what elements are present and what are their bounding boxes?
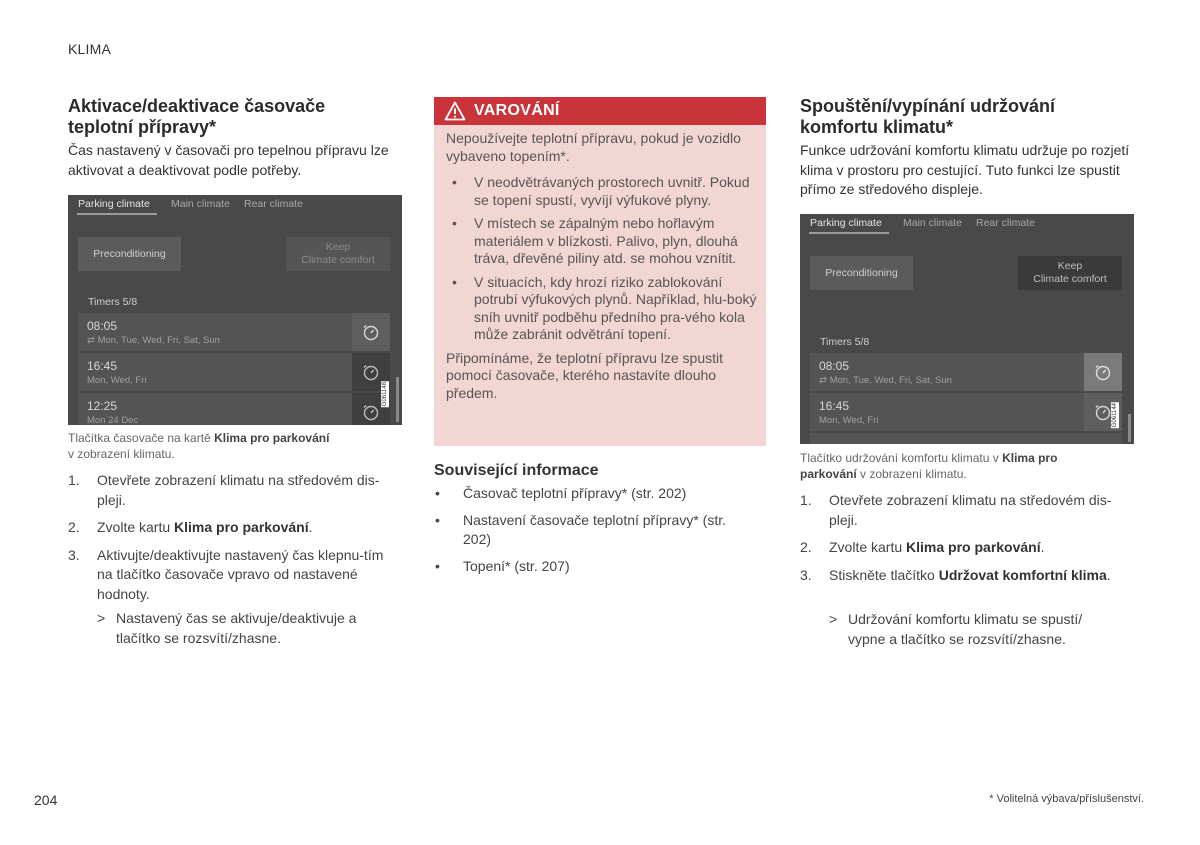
- warning-item: [446, 215, 758, 268]
- warning-title: VAROVÁNÍ: [474, 102, 560, 119]
- keep-label-line2: Climate comfort: [1033, 273, 1107, 285]
- timer-toggle-button: [1084, 353, 1122, 391]
- step-number: 1.: [68, 472, 80, 488]
- timer-icon: [1093, 362, 1113, 382]
- step-item: [68, 546, 400, 605]
- timer-days: ⇄ Mon, Tue, Wed, Fri, Sat, Sun: [87, 335, 220, 346]
- image-code: G061148: [382, 382, 388, 407]
- related-info-heading: Související informace: [434, 462, 599, 479]
- active-tab-indicator: [77, 213, 157, 215]
- step-number: 3.: [800, 566, 812, 583]
- step-item: [68, 518, 400, 538]
- footnote: * Volitelná výbava/příslušenství.: [989, 793, 1144, 805]
- warning-outro: Připomínáme, že teplotní přípravu lze spustit pomocí časovače, kterého nastavíte dlouho předem.: [446, 349, 724, 401]
- timer-icon: [361, 322, 381, 342]
- step-result: [68, 609, 400, 648]
- timer-row: [810, 393, 1122, 431]
- warning-list: [446, 174, 758, 344]
- timer-time: 16:45: [87, 359, 118, 373]
- related-link[interactable]: [434, 511, 734, 550]
- bullet: •: [435, 557, 440, 574]
- step-item: [68, 471, 400, 510]
- timers-count-label: Timers 5/8: [820, 336, 870, 348]
- warning-header: [434, 97, 766, 125]
- image-caption: [800, 450, 1100, 482]
- warning-item: [446, 274, 758, 344]
- tab-rear-climate: Rear climate: [244, 198, 303, 210]
- preconditioning-label: Preconditioning: [825, 266, 898, 279]
- step-text: Otevřete zobrazení klimatu na středovém dis-pleji.: [97, 472, 380, 508]
- tab-parking-climate: Parking climate: [810, 217, 882, 229]
- step-text: Stiskněte tlačítko: [829, 566, 939, 583]
- step-bold: Udržovat komfortní klima: [938, 566, 1107, 583]
- climate-screen-image: [800, 214, 1134, 444]
- section-heading: Aktivace/deaktivace časovače teplotní přípravy*: [68, 96, 326, 137]
- image-caption: [68, 430, 400, 462]
- warning-item-text: V situacích, kdy hrozí riziko zablokování potrubí výfukových plynů. Například, hlu-boký sníh uvnitř podběhu předního pra-vého kola může zabránit odvětrání topení.: [474, 273, 757, 342]
- image-code: G061144: [1112, 403, 1118, 428]
- result-text: Nastavený čas se aktivuje/deaktivuje a tlačítko se rozsvítí/zhasne.: [116, 610, 357, 646]
- step-item: [800, 566, 1132, 586]
- step-text-end: .: [1040, 539, 1045, 555]
- timer-row-partial: [810, 433, 1122, 444]
- warning-box: [434, 97, 766, 446]
- bullet: •: [435, 511, 440, 528]
- warning-item-text: V místech se zápalným nebo hořlavým materiálem v blízkosti. Palivo, plyn, dlouhá tráva, dřevěné piliny atd. se mohou vznítit.: [474, 215, 738, 266]
- warning-intro: Nepoužívejte teplotní přípravu, pokud je vozidlo vybaveno topením*.: [446, 130, 741, 164]
- tab-main-climate: Main climate: [171, 198, 230, 210]
- keep-climate-comfort-button: [1018, 256, 1122, 290]
- related-info-list: [434, 484, 734, 583]
- step-number: 3.: [68, 546, 80, 563]
- caption-bold: Klima pro parkování: [214, 431, 330, 445]
- active-tab-indicator: [809, 232, 889, 234]
- step-number: 2.: [800, 539, 812, 555]
- timer-row: [78, 313, 390, 351]
- timer-icon: [361, 402, 381, 422]
- timer-time: 08:05: [819, 359, 850, 373]
- timer-row: [810, 353, 1122, 391]
- scrollbar: [396, 377, 399, 422]
- intro-paragraph: Funkce udržování komfortu klimatu udržuje po rozjetí klima v prostoru pro cestující. Tuto funkci lze spustit přímo ze středového displeje.: [800, 142, 1130, 197]
- timer-time: 16:45: [819, 399, 850, 413]
- step-bold: Klima pro parkování: [906, 539, 1041, 555]
- bullet: •: [452, 215, 457, 231]
- bullet: •: [435, 485, 440, 501]
- caption-text-end: v zobrazení klimatu.: [68, 447, 175, 461]
- bullet: •: [452, 273, 457, 290]
- steps-list: [800, 491, 1132, 588]
- keep-label-line2: Climate comfort: [301, 254, 375, 266]
- warning-item: [446, 174, 758, 209]
- preconditioning-button: [810, 256, 913, 290]
- section-title: KLIMA: [68, 41, 112, 57]
- scrollbar: [1128, 414, 1131, 442]
- keep-label-line1: Keep: [325, 241, 351, 253]
- column-timer-activation: [68, 0, 400, 646]
- step-text: Otevřete zobrazení klimatu na středovém dis-pleji.: [829, 492, 1112, 528]
- step-number: 1.: [800, 492, 812, 508]
- timers-count-label: Timers 5/8: [88, 296, 138, 308]
- keep-label-line1: Keep: [1057, 260, 1083, 272]
- tab-main-climate: Main climate: [903, 217, 962, 229]
- steps-list: [68, 471, 400, 607]
- step-item: [800, 491, 1132, 530]
- step-text-end: .: [1106, 566, 1111, 583]
- warning-triangle-icon: [444, 101, 466, 121]
- related-link[interactable]: [434, 484, 734, 504]
- step-number: 2.: [68, 519, 80, 535]
- timer-days: Mon 24 Dec: [87, 415, 139, 425]
- preconditioning-button: [78, 237, 181, 271]
- caption-text: Tlačítka časovače na kartě: [68, 431, 215, 445]
- step-text: Aktivujte/deaktivujte nastavený čas klepnu-tím na tlačítko časovače vpravo od nastavené hodnoty.: [97, 546, 384, 602]
- related-link-text: Časovač teplotní přípravy* (str. 202): [463, 485, 687, 501]
- result-arrow: >: [97, 610, 106, 626]
- timer-row: [78, 353, 390, 391]
- timer-icon: [1093, 402, 1113, 422]
- timer-row: [78, 393, 390, 425]
- timer-days: Mon, Wed, Fri: [87, 375, 147, 386]
- result-text: Udržování komfortu klimatu se spustí/ vypne a tlačítko se rozsvítí/zhasne.: [848, 611, 1083, 647]
- timer-icon: [361, 362, 381, 382]
- timer-days: ⇄ Mon, Tue, Wed, Fri, Sat, Sun: [819, 375, 952, 386]
- caption-text-end: v zobrazení klimatu.: [856, 467, 967, 481]
- intro-paragraph: Čas nastavený v časovači pro tepelnou přípravu lze aktivovat a deaktivovat podle potřeby.: [68, 142, 389, 178]
- step-result: [800, 610, 1118, 649]
- related-link[interactable]: [434, 557, 734, 577]
- timer-toggle-button: [352, 313, 390, 351]
- related-link-text: Topení* (str. 207): [463, 557, 570, 574]
- caption-text: Tlačítko udržování komfortu klimatu v: [800, 451, 1003, 465]
- keep-climate-comfort-button: [286, 237, 390, 271]
- warning-body: [446, 130, 758, 402]
- caption-bold: Klima pro parkování: [800, 451, 1058, 481]
- climate-screen-image: [68, 195, 402, 425]
- column-climate-comfort: [800, 0, 1134, 647]
- step-item: [800, 538, 1132, 558]
- step-text-end: .: [308, 519, 313, 535]
- page-number: 204: [34, 792, 58, 808]
- tab-parking-climate: Parking climate: [78, 198, 150, 210]
- related-link-text: Nastavení časovače teplotní přípravy* (str. 202): [463, 511, 727, 547]
- timer-time: 08:05: [87, 319, 118, 333]
- section-heading: Spouštění/vypínání udržování komfortu klimatu*: [800, 96, 1056, 137]
- step-text: Zvolte kartu: [829, 539, 907, 555]
- tab-rear-climate: Rear climate: [976, 217, 1035, 229]
- warning-item-text: V neodvětrávaných prostorech uvnitř. Pokud se topení spustí, vyvíjí výfukové plyny.: [474, 174, 750, 208]
- timer-days: Mon, Wed, Fri: [819, 415, 879, 426]
- bullet: •: [452, 174, 457, 190]
- preconditioning-label: Preconditioning: [93, 247, 166, 260]
- step-bold: Klima pro parkování: [174, 519, 309, 535]
- timer-time: 12:25: [87, 399, 118, 413]
- result-arrow: >: [829, 611, 838, 627]
- step-text: Zvolte kartu: [97, 519, 175, 535]
